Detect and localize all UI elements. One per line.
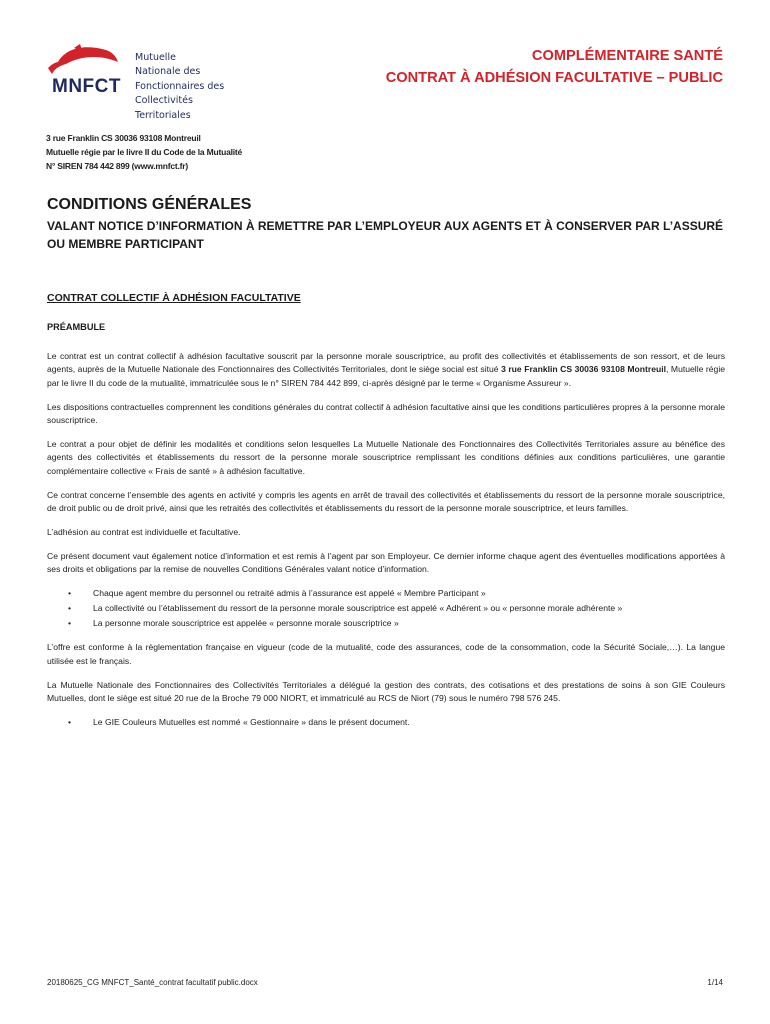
section-title: CONTRAT COLLECTIF À ADHÉSION FACULTATIVE: [47, 292, 301, 304]
logo-name-line: Nationale des: [135, 66, 201, 78]
heading-line-1: COMPLÉMENTAIRE SANTÉ: [531, 48, 723, 64]
logo-name-line: Territoriales: [135, 109, 191, 121]
list-item: • Le GIE Couleurs Mutuelles est nommé « Gestionnaire » dans le présent document.: [93, 716, 725, 729]
logo-name-line: Fonctionnaires des: [135, 80, 225, 92]
bold-address: 3 rue Franklin CS 30036 93108 Montreuil: [501, 364, 667, 375]
document-body: [47, 350, 725, 740]
footer-filename: 20180625_CG MNFCT_Santé_contrat facultatif public.docx: [47, 978, 258, 987]
paragraph: Ce présent document vaut également notice d’information et est remis à l’agent par son Employeur. Ce dernier informe chaque agent des éventuelles modifications apportées à ses droits et obligations par la remise de nouvelles Conditions Générales valant notice d’information.: [47, 550, 725, 575]
company-address: [46, 132, 242, 173]
preambule-title: PRÉAMBULE: [47, 322, 106, 332]
list-item: • La collectivité ou l’établissement du ressort de la personne morale souscriptrice est appelé « Adhérent » ou « personne morale adhérente »: [93, 602, 725, 615]
conditions-title: CONDITIONS GÉNÉRALES: [47, 196, 252, 213]
list-item: • Chaque agent membre du personnel ou retraité admis à l’assurance est appelé « Membre Participant »: [93, 587, 725, 600]
mnfct-logo: [44, 40, 234, 132]
document-heading: [386, 46, 723, 89]
logo-full-name: [135, 51, 245, 123]
paragraph: Le contrat a pour objet de définir les modalités et conditions selon lesquelles La Mutuelle Nationale des Fonctionnaires des Collectivités Territoriales assure au bénéfice des agents des collectivités et établissements du ressort de la personne morale souscriptrice remplissant les conditions définies aux conditions particulières, une garantie complémentaire collective « Frais de santé » à adhésion facultative.: [47, 439, 725, 476]
logo-abbreviation: MNFCT: [52, 76, 121, 97]
paragraph: Le contrat est un contrat collectif à adhésion facultative souscrit par la personne morale souscriptrice, au profit des collectivités et établissements de son ressort, et de leurs agents, auprès de la Mutuelle Nationale des Fonctionnaires des Collectivités Territoriales, dont le siège social est situé 3 rue Franklin CS 30036 93108 Montreuil, Mutuelle régie par le livre II du code de la mutualité, immatriculée sous le n° SIREN 784 442 899, ci-après désigné par le terme « Organisme Assureur ».: [47, 351, 726, 388]
address-line: Mutuelle régie par le livre II du Code de la Mutualité: [46, 146, 243, 157]
paragraph: L’offre est conforme à la règlementation française en vigueur (code de la mutualité, code des assurances, code de la consommation, code la Sécurité Sociale,…). La langue utilisée est le français.: [47, 642, 725, 666]
paragraph: Les dispositions contractuelles comprennent les conditions générales du contrat collectif à adhésion facultative ainsi que les conditions particulières propres à la personne morale souscriptrice.: [47, 401, 725, 426]
paragraph: L’adhésion au contrat est individuelle et facultative.: [47, 527, 241, 538]
list-item: • La personne morale souscriptrice est appelée « personne morale souscriptrice »: [93, 617, 725, 630]
definitions-list: [47, 587, 725, 630]
address-line: 3 rue Franklin CS 30036 93108 Montreuil: [46, 133, 201, 143]
conditions-subtitle: VALANT NOTICE D’INFORMATION À REMETTRE PAR L’EMPLOYEUR AUX AGENTS ET À CONSERVER PAR L’ASSURÉ OU MEMBRE PARTICIPANT: [47, 219, 724, 251]
gestionnaire-list: [47, 716, 725, 729]
heading-line-2: CONTRAT À ADHÉSION FACULTATIVE – PUBLIC: [385, 69, 723, 86]
page-number: 1/14: [707, 978, 723, 987]
logo-wave-icon: [44, 40, 144, 110]
address-line: N° SIREN 784 442 899 (www.mnfct.fr): [46, 160, 189, 171]
paragraph: La Mutuelle Nationale des Fonctionnaires des Collectivités Territoriales a délégué la gestion des contrats, des cotisations et des prestations de soins à son GIE Couleurs Mutuelles, dont le siège est situé 20 rue de la Broche 79 000 NIORT, et immatriculé au RCS de Niort (79) sous le numéro 798 576 245.: [47, 679, 725, 703]
logo-name-line: Mutuelle: [135, 52, 176, 63]
paragraph: Ce contrat concerne l’ensemble des agents en activité y compris les agents en arrêt de travail des collectivités et établissements du ressort de la personne morale souscriptrice, de droit public ou de droit privé, ainsi que les retraités des collectivités et établissements du ressort de la personne morale souscriptrice, et leurs familles.: [47, 489, 725, 514]
logo-name-line: Collectivités: [135, 95, 193, 107]
